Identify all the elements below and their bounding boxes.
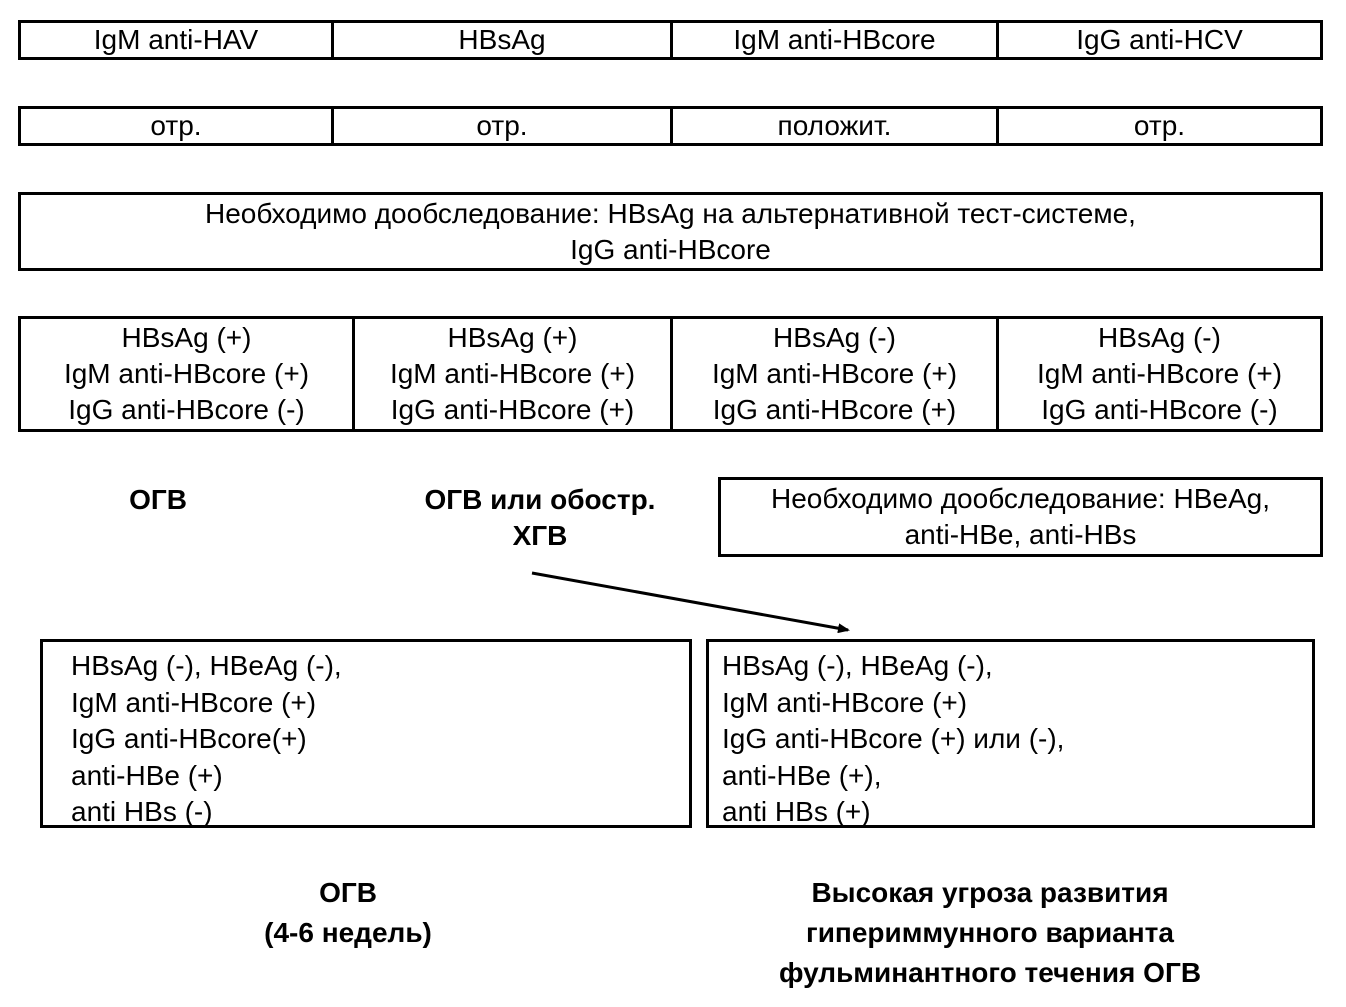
- result-left-line: HBsAg (-), HBeAg (-),: [71, 650, 342, 681]
- final-left-line1: ОГВ: [319, 877, 377, 908]
- profile-igm: IgM anti-HBcore (+): [711, 358, 958, 389]
- final-right-line3: фульминантного течения ОГВ: [778, 957, 1202, 988]
- result-cell: отр.: [21, 109, 334, 143]
- final-right-line1: Высокая угроза развития: [811, 877, 1169, 908]
- profile-igg: IgG anti-HBcore (+): [712, 394, 957, 425]
- result-right-line: anti-HBe (+),: [722, 759, 882, 791]
- conclusion-2-line1: ОГВ или обостр.: [424, 484, 656, 515]
- result-left-line: IgM anti-HBcore (+): [71, 686, 317, 718]
- follow-up-1-line2: IgG anti-HBcore: [570, 233, 771, 265]
- result-cell: положит.: [673, 109, 999, 143]
- result-left-line: anti-HBe (+): [71, 759, 223, 791]
- result-left-line: anti HBs (-): [71, 796, 213, 827]
- result-right-line: anti HBs (+): [722, 796, 871, 827]
- follow-up-2-line1: Необходимо дообследование: HBeAg,: [771, 483, 1270, 514]
- result-left-line: IgG anti-HBcore(+): [71, 723, 307, 754]
- profile-igm: IgM anti-HBcore (+): [389, 358, 636, 389]
- result-right-line: IgG anti-HBcore (+) или (-),: [722, 723, 1065, 754]
- final-right: [690, 873, 1290, 993]
- result-right-line: HBsAg (-), HBeAg (-),: [722, 650, 993, 681]
- conclusion-2-line2: ХГВ: [512, 520, 568, 551]
- result-box-left: [40, 639, 692, 828]
- profile-igg: IgG anti-HBcore (-): [68, 394, 305, 425]
- profile-hbsag: HBsAg (+): [121, 322, 252, 353]
- result-right-line: IgM anti-HBcore (+): [722, 686, 968, 718]
- final-left-line2: (4-6 недель): [264, 917, 432, 948]
- marker-cell: IgM anti-HAV: [21, 23, 334, 57]
- profile-hbsag: HBsAg (-): [1098, 322, 1221, 353]
- result-cell: отр.: [334, 109, 673, 143]
- profile-igm: IgM anti-HBcore (+): [1036, 358, 1283, 389]
- profile-igm: IgM anti-HBcore (+): [63, 358, 310, 389]
- arrow-line: [532, 573, 848, 630]
- marker-cell: IgM anti-HBcore: [673, 23, 999, 57]
- profile-igg: IgG anti-HBcore (+): [390, 394, 635, 425]
- marker-cell: IgG anti-HCV: [1076, 24, 1243, 55]
- profile-hbsag: HBsAg (-): [773, 322, 896, 353]
- result-box-right: [706, 639, 1315, 828]
- marker-cell: HBsAg: [334, 23, 673, 57]
- final-right-line2: гипериммунного варианта: [806, 917, 1174, 948]
- profile-igg: IgG anti-HBcore (-): [1041, 394, 1278, 425]
- conclusion-ogv: ОГВ: [129, 484, 187, 515]
- follow-up-2-line2: anti-HBe, anti-HBs: [904, 519, 1137, 550]
- profile-hbsag: HBsAg (+): [447, 322, 578, 353]
- follow-up-1-line1: Необходимо дообследование: HBsAg на альтернативной тест-системе,: [205, 197, 1136, 229]
- final-left: [148, 873, 548, 953]
- result-cell: отр.: [1133, 110, 1186, 141]
